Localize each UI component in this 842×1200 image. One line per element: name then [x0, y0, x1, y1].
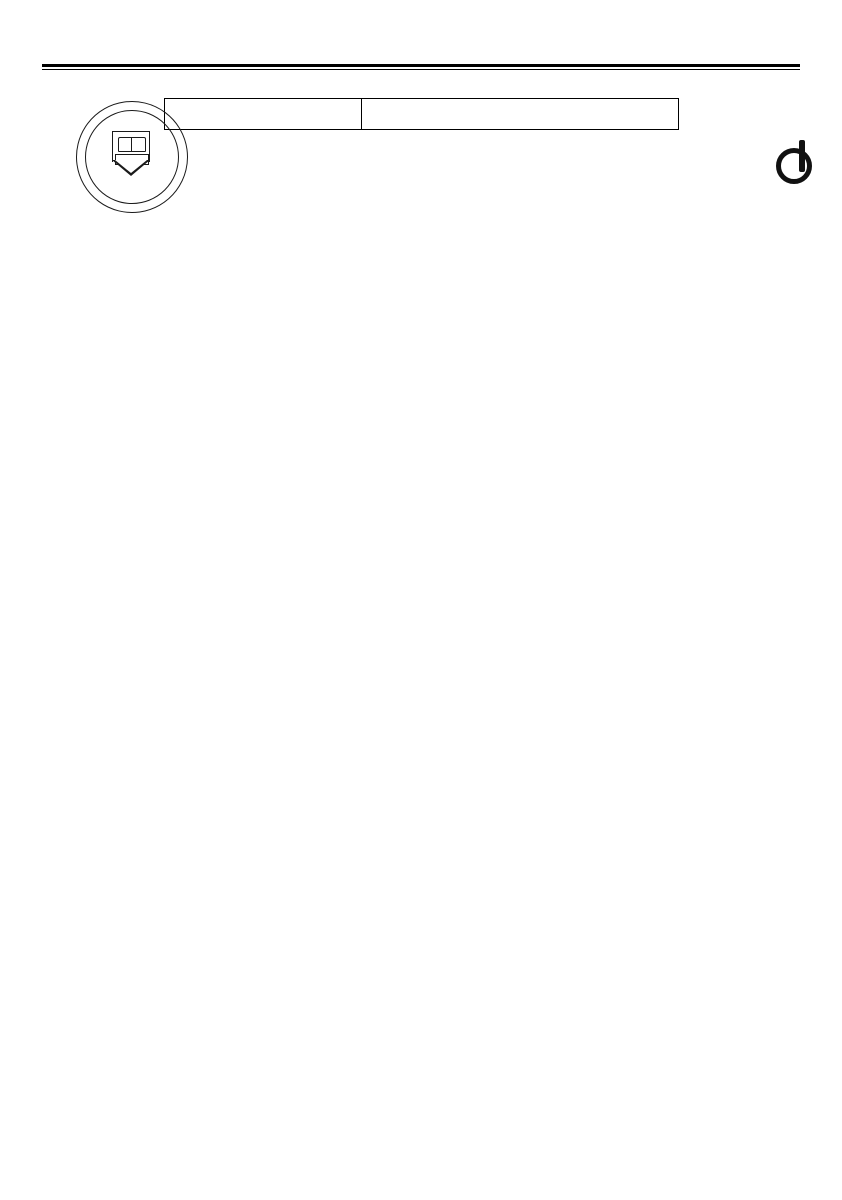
- header-divider-thick: [42, 64, 800, 67]
- baptista-mark-ring: [776, 148, 812, 184]
- document-header: [0, 0, 842, 70]
- baptista-mark-stem: [799, 140, 805, 172]
- baptista-b-mark-icon: [774, 140, 814, 180]
- roster-table-container: [164, 98, 679, 130]
- crest-shield-icon: [112, 131, 150, 175]
- school-crest-logo: [76, 101, 188, 213]
- column-header-class: [164, 99, 362, 130]
- class-teacher-table: [164, 98, 679, 130]
- table-header-row: [164, 99, 678, 130]
- crest-book-icon: [118, 137, 146, 152]
- header-divider-thin: [42, 69, 800, 70]
- column-header-teacher: [362, 99, 678, 130]
- crest-shield-point: [112, 160, 150, 176]
- baptista-logo: [774, 140, 822, 180]
- crest-shield-body: [112, 131, 150, 162]
